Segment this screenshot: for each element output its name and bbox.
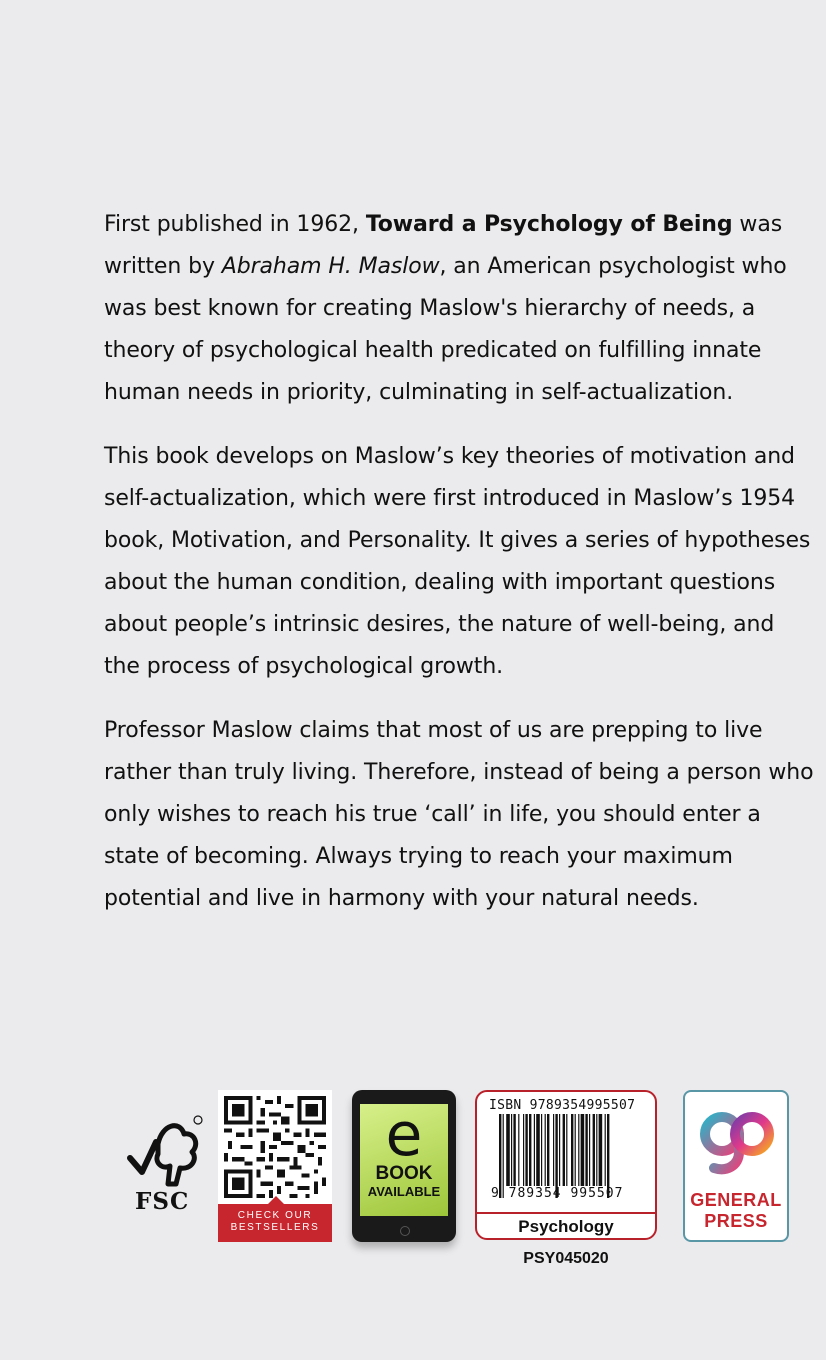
barcode-bar xyxy=(563,1114,565,1186)
barcode-bar xyxy=(585,1114,587,1186)
barcode-bar xyxy=(571,1114,573,1186)
isbn-digits: 9 789354 995507 xyxy=(491,1186,624,1201)
ebook-label: BOOK xyxy=(375,1163,433,1184)
barcode-bar xyxy=(596,1114,597,1186)
barcode-bar xyxy=(513,1114,515,1186)
ebook-letter: e xyxy=(385,1100,423,1170)
barcode-bar xyxy=(581,1114,585,1186)
general-press-logo-icon xyxy=(696,1106,776,1178)
barcode-bar xyxy=(525,1114,527,1186)
isbn-barcode-box xyxy=(475,1090,657,1240)
description-paragraph-2: This book develops on Maslow’s key theories of motivation and self-actualization, which were first introduced in Maslow’s 1954 book, Motivation, and Personality. It gives a series of hypotheses about the human condition, dealing with important questions about people’s intrinsic desires, the nature of well-being, and the process of psychological growth. xyxy=(104,444,811,679)
barcode-bar xyxy=(506,1114,510,1186)
barcode-bar xyxy=(593,1114,595,1186)
qr-banner: CHECK OUR BESTSELLERS xyxy=(218,1204,332,1242)
back-cover-description xyxy=(104,204,816,942)
barcode-bar xyxy=(589,1114,590,1186)
barcode-bar xyxy=(523,1114,524,1186)
barcode-bar xyxy=(534,1114,535,1186)
description-paragraph-1: First published in 1962, Toward a Psychology of Being was written by Abraham H. Maslow, an American psychologist who was best known for creating Maslow's hierarchy of needs, a theory of psychological health predicated on fulfilling innate human needs in priority, culminating in self-actualization. xyxy=(104,212,787,405)
barcode-bar xyxy=(511,1114,512,1186)
barcode-bar xyxy=(599,1114,603,1186)
ebook-available-label: AVAILABLE xyxy=(367,1184,441,1199)
publisher-logo-badge xyxy=(683,1090,789,1242)
ebook-screen xyxy=(360,1100,448,1216)
barcode-bar xyxy=(518,1114,519,1186)
isbn-label: ISBN 9789354995507 xyxy=(489,1098,636,1113)
barcode-bar xyxy=(578,1114,579,1186)
description-paragraph-3: Professor Maslow claims that most of us are prepping to live rather than truly living. Therefore, instead of being a person who only wishes to reach his true ‘call’ in life, you should enter a state of becoming. Always trying to reach your maximum potential and live in harmony with your natural needs. xyxy=(104,718,814,911)
barcode-bar xyxy=(529,1114,531,1186)
barcode-bar xyxy=(559,1114,560,1186)
publisher-name: GENERAL PRESS xyxy=(690,1190,782,1231)
qr-code-icon xyxy=(224,1096,326,1198)
barcode-bar xyxy=(545,1114,546,1186)
barcode-bar xyxy=(541,1114,542,1186)
barcode-bar xyxy=(536,1114,540,1186)
product-code: PSY045020 xyxy=(523,1250,609,1267)
barcode-bar xyxy=(547,1114,549,1186)
qr-code-badge[interactable] xyxy=(218,1090,332,1242)
author-name: Abraham H. Maslow xyxy=(221,254,440,279)
isbn-subject: Psychology xyxy=(477,1212,655,1237)
barcode-bar xyxy=(566,1114,567,1186)
fsc-label: FSC xyxy=(135,1188,190,1215)
barcode-bar xyxy=(605,1114,606,1186)
barcode-bar xyxy=(575,1114,576,1186)
ebook-tablet-icon xyxy=(352,1090,456,1242)
barcode-bar xyxy=(553,1114,554,1186)
book-title: Toward a Psychology of Being xyxy=(365,212,733,237)
home-button-icon xyxy=(400,1226,410,1236)
